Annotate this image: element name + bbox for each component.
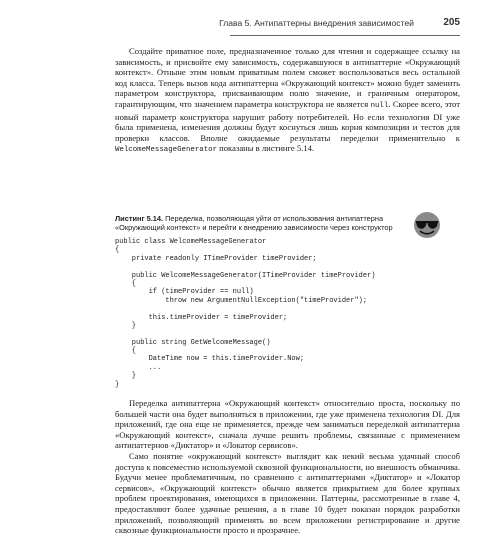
code-line: {: [115, 246, 120, 255]
code-listing: [115, 238, 455, 389]
page-number: 205: [443, 17, 460, 28]
code-line: ...: [115, 363, 162, 372]
paragraph-text: показаны в листинге 5.14.: [217, 143, 315, 154]
code-line: [115, 305, 455, 313]
paragraph-intro: [115, 46, 460, 156]
paragraph-summary: Само понятие «окружающий контекст» выглядит как некий весьма удачный способ доступа к повсеместно используемой сквозной функциональности, но внешность обманчива. Будучи менее проблематичным, по сравнению с антипаттернами «Диктатор» и «Локатор сервисов», «Окружающий контекст» обычно является прикрытием для более крупных проблем проектирования, имеющихся в приложении. Паттерны, рассмотренные в главе 4, предоставляют более удачные решения, а в главе 10 будет показан порядок разработки приложений, позволяющий применять во всем приложении регистрирование и другие сквозные функциональности просто и прозрачнее.: [115, 450, 460, 536]
code-line: public class WelcomeMessageGenerator: [115, 238, 267, 246]
sunglasses-emoji-icon: [410, 210, 444, 240]
code-line: {: [115, 279, 137, 288]
inline-code: WelcomeMessageGenerator: [115, 146, 218, 155]
code-line: {: [115, 347, 137, 356]
paragraph-text: . Скорее всего, этот новый параметр конструктора нарушит работу потребителей. Но если технология DI уже была применена, изменения должны будут коснуться лишь корня композиции и тестов для проверки классов. Вполне ожидаемые результаты переделки применительно к: [115, 98, 460, 143]
code-line: }: [115, 321, 137, 330]
code-line: [115, 263, 455, 271]
listing-label: Листинг 5.14.: [115, 214, 164, 223]
paragraph-conclusion: [115, 398, 460, 536]
inline-code: null: [370, 101, 389, 110]
listing-caption-text: Переделка, позволяющая уйти от использования антипаттерна «Окружающий контекст» и перейти к внедрению зависимости через конструктор: [115, 214, 393, 232]
running-header: [219, 14, 460, 36]
chapter-title: Глава 5. Антипаттерны внедрения зависимостей: [219, 18, 414, 28]
code-line: if (timeProvider == null): [115, 288, 254, 297]
code-line: private readonly ITimeProvider timeProvider;: [115, 254, 317, 263]
header-rule: [230, 35, 460, 36]
code-line: public string GetWelcomeMessage(): [115, 338, 271, 347]
code-line: }: [115, 380, 120, 389]
paragraph-refactoring: Переделка антипаттерна «Окружающий контекст» относительно проста, поскольку по большей части она будет выполняться в приложении, где уже применена технология DI. Для приложений, где она еще не применяется, прежде чем заниматься переделкой антипаттерна «Окружающий контекст», сначала лучше решить проблемы, связанные с применением антипаттернов «Диктатор» и «Локатор сервисов».: [115, 398, 460, 451]
paragraph-text: Создайте приватное поле, предназначенное только для чтения и содержащее ссылку на зависимость, и присвойте ему зависимость, содержавшуюся в антипаттерне «Окружающий контекст». Отныне этим новым приватным полем сможет воспользоваться весь остальной код класса. Теперь вызов кода антипаттерна «Окружающий контекст» можно будет заменить параметром конструктора, присваивающим полю значение, и граничным оператором, гарантирующим, что значением параметра конструктора не является: [115, 46, 460, 109]
code-line: }: [115, 372, 137, 381]
code-line: [115, 330, 455, 338]
listing-caption: [115, 214, 405, 232]
code-line: public WelcomeMessageGenerator(ITimeProvider timeProvider): [115, 271, 376, 280]
code-line: DateTime now = this.timeProvider.Now;: [115, 355, 305, 364]
code-line: throw new ArgumentNullException("timeProvider");: [115, 296, 368, 305]
code-line: this.timeProvider = timeProvider;: [115, 313, 288, 322]
